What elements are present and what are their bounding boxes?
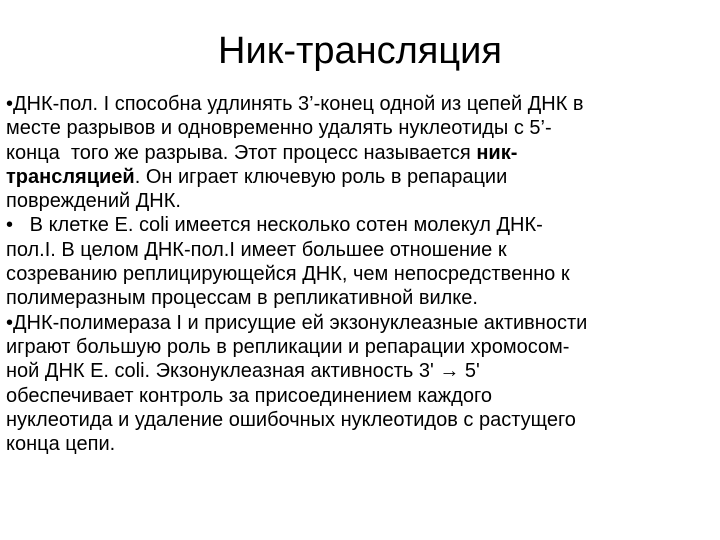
- text-run: конца того же разрыва. Этот процесс называется: [6, 141, 477, 164]
- text-line: ной ДНК E. coli. Экзонуклеазная активность 3' → 5': [6, 360, 480, 383]
- text-line: •ДНК-полимераза I и присущие ей экзонуклеазные активности: [6, 311, 588, 334]
- slide-body: [6, 92, 711, 456]
- bold-term: трансляцией: [6, 165, 135, 188]
- text-line: обеспечивает контроль за присоединением каждого: [6, 384, 492, 407]
- bold-term: ник-: [476, 141, 518, 164]
- text-line: [6, 141, 711, 165]
- text-line: играют большую роль в репликации и репарации хромосом-: [6, 335, 570, 358]
- text-line: месте разрывов и одновременно удалять нуклеотиды с 5’-: [6, 117, 552, 140]
- text-line: •ДНК-пол. I способна удлинять 3’-конец одной из цепей ДНК в: [6, 93, 584, 115]
- text-line: конца цепи.: [6, 433, 116, 456]
- text-line: нуклеотида и удаление ошибочных нуклеотидов с растущего: [6, 408, 576, 431]
- text-run: . Он играет ключевую роль в репарации: [134, 165, 508, 188]
- slide-title: Ник-трансляция: [218, 30, 502, 72]
- text-line: [6, 165, 711, 189]
- text-line: пол.I. В целом ДНК-пол.I имеет большее отношение к: [6, 238, 507, 261]
- text-line: созреванию реплицирующейся ДНК, чем непосредственно к: [6, 263, 570, 286]
- text-line: • В клетке E. coli имеется несколько сотен молекул ДНК-: [6, 214, 543, 237]
- text-line: повреждений ДНК.: [6, 190, 181, 213]
- text-line: полимеразным процессам в репликативной вилке.: [6, 287, 478, 310]
